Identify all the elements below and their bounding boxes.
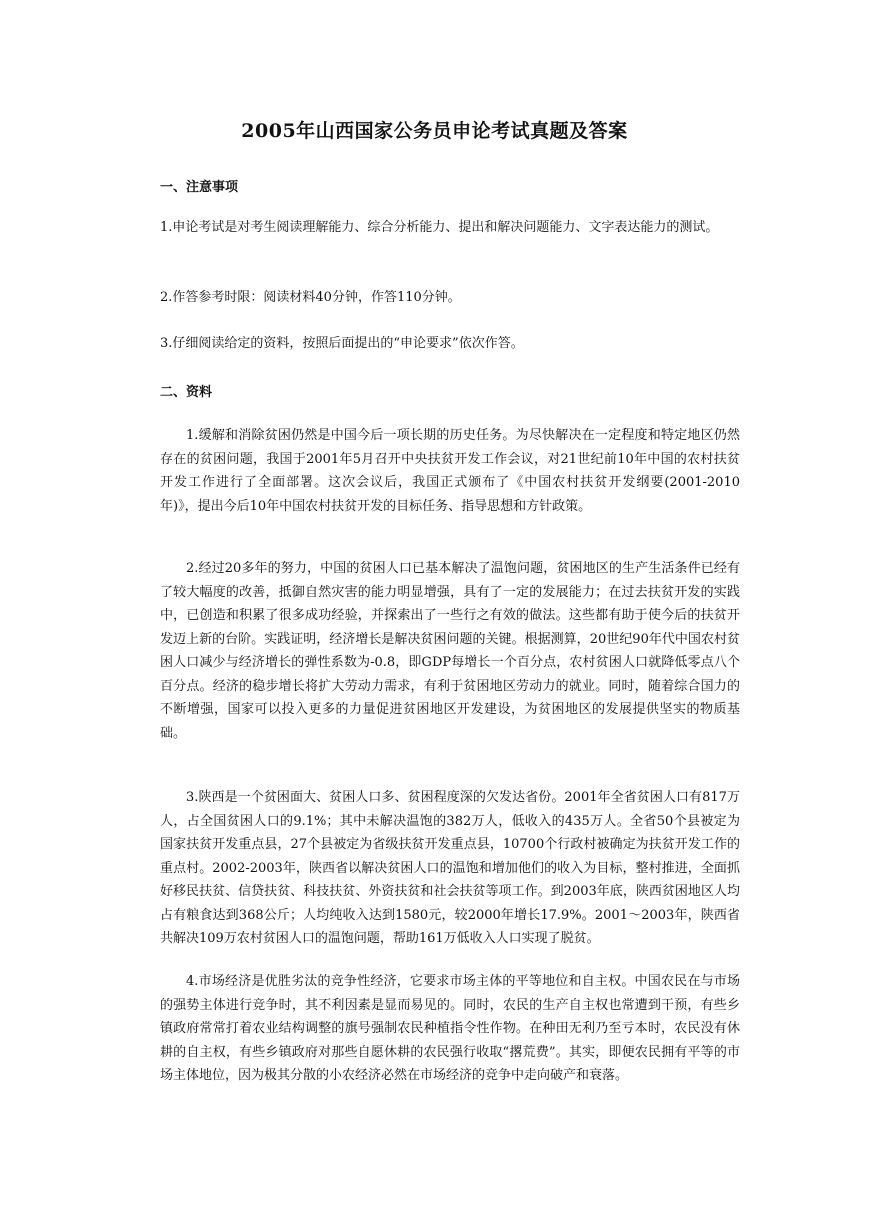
document-title: 2005年山西国家公务员申论考试真题及答案	[241, 120, 628, 142]
section-heading-notes: 一、注意事项	[160, 180, 239, 195]
notes-item-3: 3.仔细阅读给定的资料，按照后面提出的“申论要求”依次作答。	[160, 336, 524, 351]
notes-item-2: 2.作答参考时限：阅读材料40分钟，作答110分钟。	[160, 290, 461, 305]
section-heading-materials: 二、资料	[160, 385, 213, 400]
material-paragraph-2: 2.经过20多年的努力，中国的贫困人口已基本解决了温饱问题，贫困地区的生产生活条件已经有了较大幅度的改善，抵御自然灾害的能力明显增强，具有了一定的发展能力；在过去扶贫开发的实践中，已创造和积累了很多成功经验，并探索出了一些行之有效的做法。这些都有助于使今后的扶贫开发迈上新的台阶。实践证明，经济增长是解决贫困问题的关键。根据测算，20世纪90年代中国农村贫困人口减少与经济增长的弹性系数为-0.8，即GDP每增长一个百分点，农村贫困人口就降低零点八个百分点。经济的稳步增长将扩大劳动力需求，有利于贫困地区劳动力的就业。同时，随着综合国力的不断增强，国家可以投入更多的力量促进贫困地区开发建设，为贫困地区的发展提供坚实的物质基础。	[160, 561, 740, 741]
material-paragraph-4: 4.市场经济是优胜劣汰的竞争性经济，它要求市场主体的平等地位和自主权。中国农民在与市场的强势主体进行竞争时，其不利因素是显而易见的。同时，农民的生产自主权也常遭到干预，有些乡镇政府常常打着农业结构调整的旗号强制农民种植指令性作物。在种田无利乃至亏本时，农民没有休耕的自主权，有些乡镇政府对那些自愿休耕的农民强行收取“撂荒费”。其实，即便农民拥有平等的市场主体地位，因为极其分散的小农经济必然在市场经济的竞争中走向破产和衰落。	[160, 974, 740, 1083]
material-paragraph-1: 1.缓解和消除贫困仍然是中国今后一项长期的历史任务。为尽快解决在一定程度和特定地区仍然存在的贫困问题，我国于2001年5月召开中央扶贫开发工作会议，对21世纪前10年中国的农村扶贫开发工作进行了全面部署。这次会议后，我国正式颁布了《中国农村扶贫开发纲要(2001-2010年)》，提出今后10年中国农村扶贫开发的目标任务、指导思想和方针政策。	[160, 428, 740, 514]
material-paragraph-3: 3.陕西是一个贫困面大、贫困人口多、贫困程度深的欠发达省份。2001年全省贫困人口有817万人，占全国贫困人口的9.1%；其中未解决温饱的382万人，低收入的435万人。全省50个县被定为国家扶贫开发重点县，27个县被定为省级扶贫开发重点县，10700个行政村被确定为扶贫开发工作的重点村。2002-2003年，陕西省以解决贫困人口的温饱和增加他们的收入为目标，整村推进，全面抓好移民扶贫、信贷扶贫、科技扶贫、外资扶贫和社会扶贫等项工作。到2003年底，陕西贫困地区人均占有粮食达到368公斤；人均纯收入达到1580元，较2000年增长17.9%。2001～2003年，陕西省共解决109万农村贫困人口的温饱问题，帮助161万低收入人口实现了脱贫。	[160, 790, 740, 946]
notes-item-1: 1.申论考试是对考生阅读理解能力、综合分析能力、提出和解决问题能力、文字表达能力的测试。	[160, 220, 719, 235]
